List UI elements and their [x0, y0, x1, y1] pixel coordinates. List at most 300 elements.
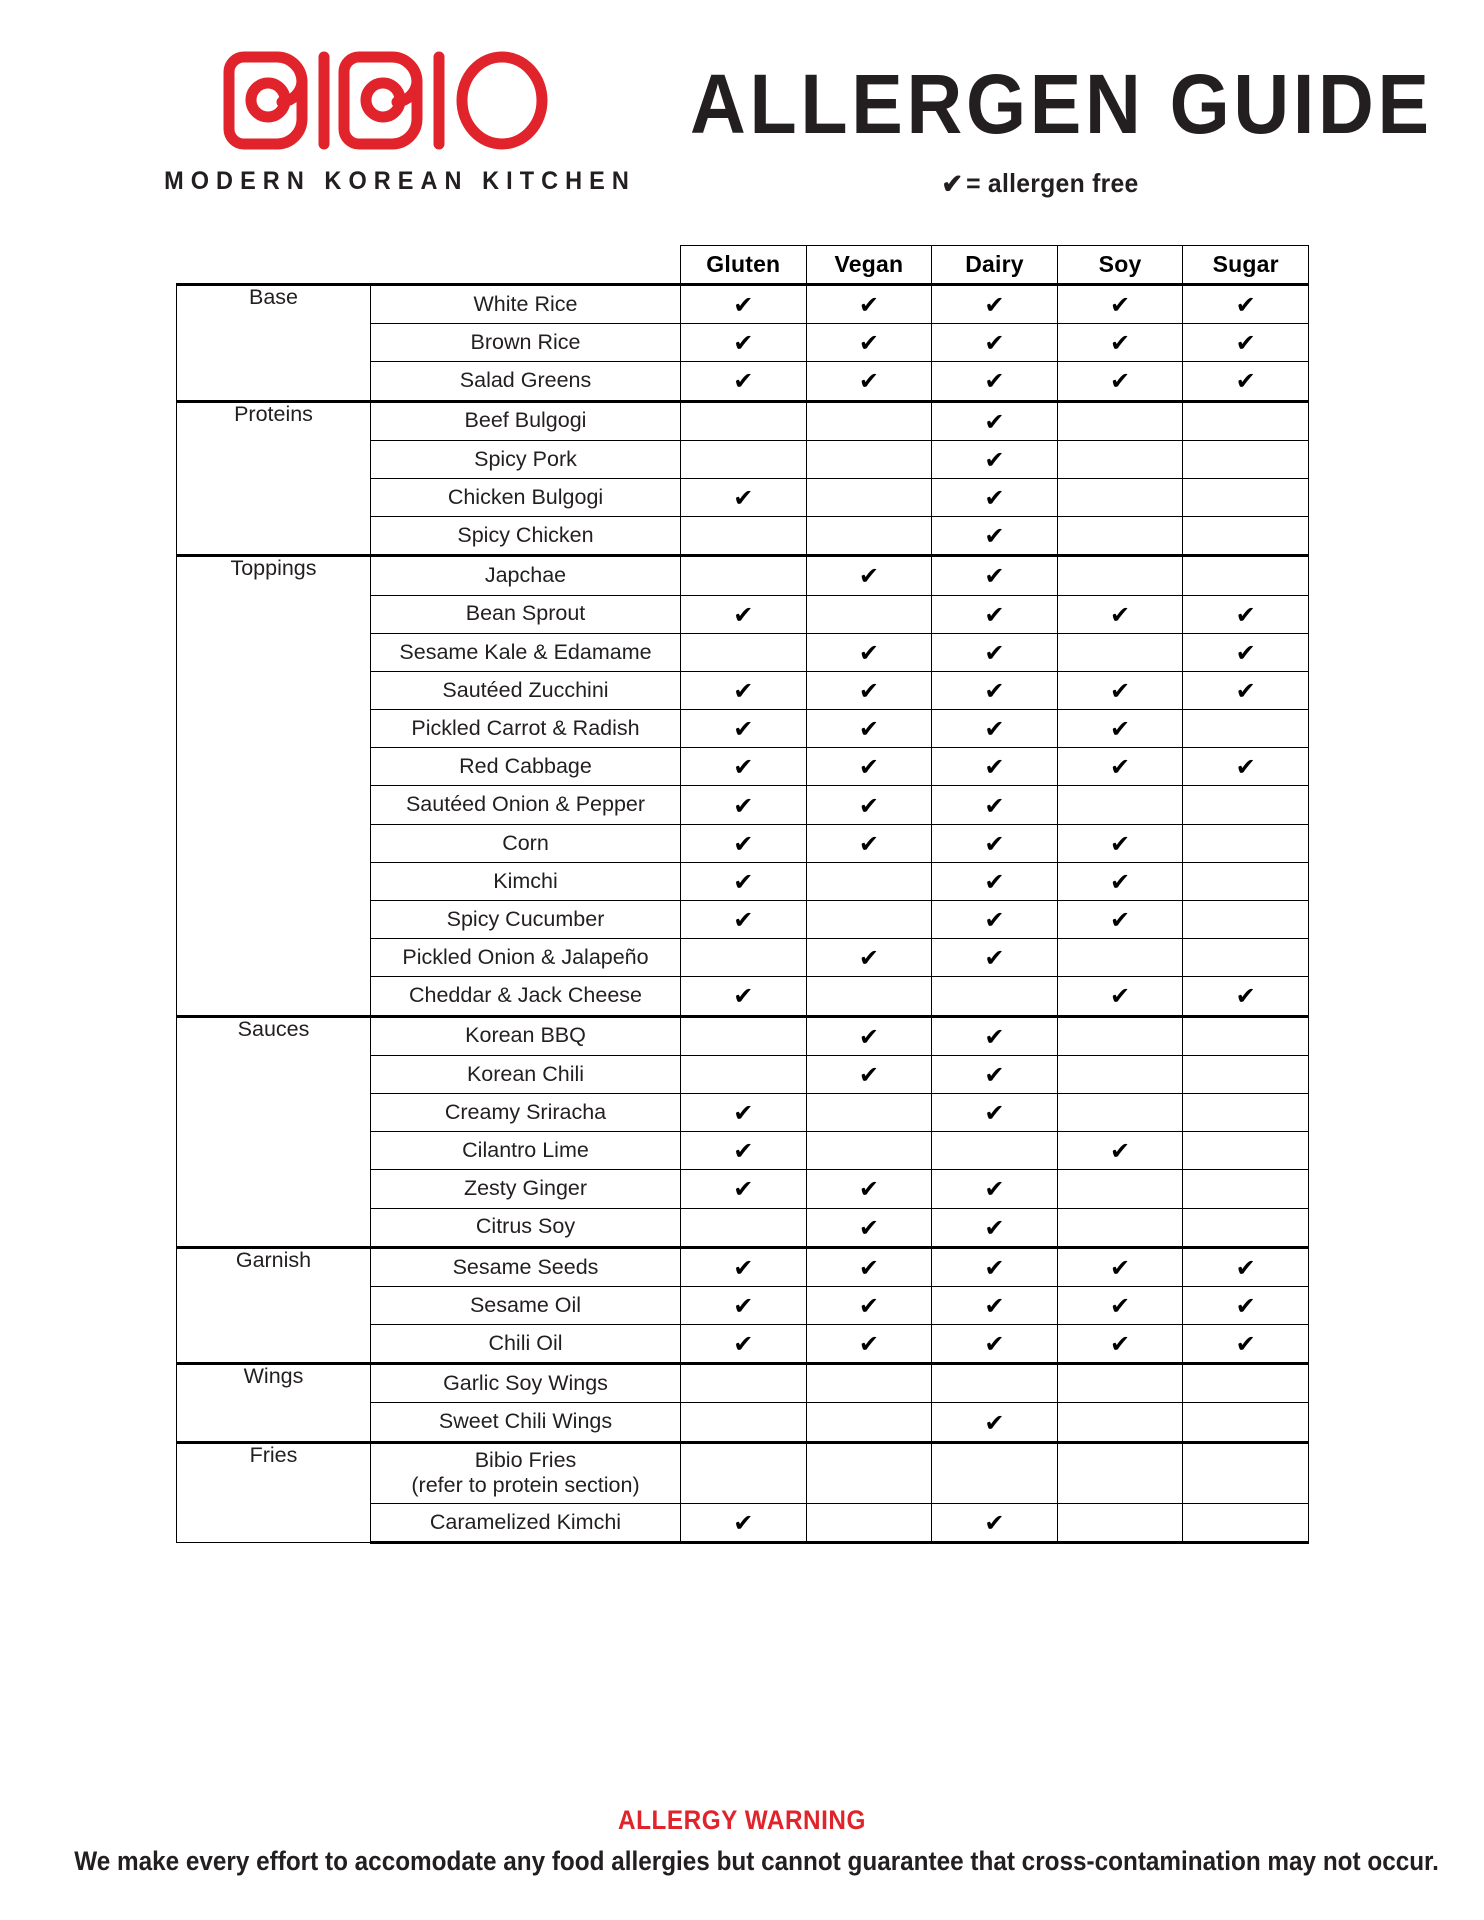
check-icon: ✔ — [984, 1099, 1005, 1128]
item-label-spicy-chicken: Spicy Chicken — [371, 517, 681, 556]
cell-spicy-pork-dairy — [932, 440, 1058, 478]
cell-pickled-onion-jalapeno-sugar — [1183, 939, 1309, 977]
cell-korean-bbq-soy — [1057, 1016, 1183, 1055]
cell-pickled-onion-jalapeno-gluten — [681, 939, 807, 977]
cell-sweet-chili-wings-vegan — [806, 1403, 932, 1442]
check-icon: ✔ — [984, 791, 1005, 820]
title-block — [690, 57, 1433, 200]
legend-check-icon: ✔ — [941, 169, 964, 199]
cell-pickled-onion-jalapeno-dairy — [932, 939, 1058, 977]
check-icon: ✔ — [858, 367, 879, 396]
cell-sesame-kale-edamame-dairy — [932, 633, 1058, 671]
check-icon: ✔ — [733, 1330, 754, 1359]
cell-sauteed-zucchini-dairy — [932, 671, 1058, 709]
check-icon: ✔ — [1235, 1291, 1256, 1320]
check-icon: ✔ — [1110, 1253, 1131, 1282]
cell-bean-sprout-sugar — [1183, 595, 1309, 633]
cell-spicy-pork-soy — [1057, 440, 1183, 478]
cell-garlic-soy-wings-gluten — [681, 1364, 807, 1403]
cell-japchae-sugar — [1183, 556, 1309, 595]
cell-kimchi-dairy — [932, 862, 1058, 900]
check-icon: ✔ — [858, 753, 879, 782]
cell-spicy-cucumber-gluten — [681, 901, 807, 939]
cell-spicy-pork-sugar — [1183, 440, 1309, 478]
check-icon: ✔ — [858, 676, 879, 705]
table-row — [177, 1364, 1309, 1403]
category-label-garnish: Garnish — [177, 1247, 371, 1364]
cell-chicken-bulgogi-dairy — [932, 478, 1058, 516]
cell-salad-greens-gluten — [681, 362, 807, 401]
item-label-korean-bbq: Korean BBQ — [371, 1016, 681, 1055]
column-header-dairy: Dairy — [932, 246, 1058, 285]
cell-korean-bbq-dairy — [932, 1016, 1058, 1055]
check-icon: ✔ — [733, 829, 754, 858]
cell-citrus-soy-soy — [1057, 1208, 1183, 1247]
cell-korean-chili-soy — [1057, 1055, 1183, 1093]
cell-pickled-onion-jalapeno-vegan — [806, 939, 932, 977]
check-icon: ✔ — [984, 906, 1005, 935]
check-icon: ✔ — [733, 1175, 754, 1204]
check-icon: ✔ — [858, 1022, 879, 1051]
check-icon: ✔ — [733, 291, 754, 320]
cell-sauteed-onion-pepper-vegan — [806, 786, 932, 824]
cell-spicy-chicken-dairy — [932, 517, 1058, 556]
category-label-proteins: Proteins — [177, 401, 371, 556]
cell-chicken-bulgogi-sugar — [1183, 478, 1309, 516]
cell-kimchi-gluten — [681, 862, 807, 900]
cell-korean-bbq-sugar — [1183, 1016, 1309, 1055]
cell-brown-rice-vegan — [806, 324, 932, 362]
cell-chicken-bulgogi-vegan — [806, 478, 932, 516]
check-icon: ✔ — [984, 1022, 1005, 1051]
check-icon: ✔ — [984, 600, 1005, 629]
cell-sesame-oil-sugar — [1183, 1286, 1309, 1324]
cell-cilantro-lime-sugar — [1183, 1132, 1309, 1170]
cell-red-cabbage-gluten — [681, 748, 807, 786]
cell-sauteed-onion-pepper-gluten — [681, 786, 807, 824]
cell-japchae-dairy — [932, 556, 1058, 595]
category-label-base: Base — [177, 285, 371, 402]
check-icon: ✔ — [1110, 1330, 1131, 1359]
cell-sesame-oil-vegan — [806, 1286, 932, 1324]
cell-japchae-soy — [1057, 556, 1183, 595]
legend — [708, 168, 1373, 200]
item-label-brown-rice: Brown Rice — [371, 324, 681, 362]
cell-chicken-bulgogi-gluten — [681, 478, 807, 516]
cell-bean-sprout-gluten — [681, 595, 807, 633]
header-spacer-item — [371, 246, 681, 285]
cell-sesame-oil-soy — [1057, 1286, 1183, 1324]
item-label-kimchi: Kimchi — [371, 862, 681, 900]
cell-sesame-seeds-dairy — [932, 1247, 1058, 1286]
check-icon: ✔ — [1235, 753, 1256, 782]
check-icon: ✔ — [1235, 329, 1256, 358]
cell-japchae-vegan — [806, 556, 932, 595]
cell-garlic-soy-wings-soy — [1057, 1364, 1183, 1403]
cell-citrus-soy-dairy — [932, 1208, 1058, 1247]
cell-chili-oil-gluten — [681, 1325, 807, 1364]
cell-white-rice-sugar — [1183, 285, 1309, 324]
cell-cheddar-jack-cheese-vegan — [806, 977, 932, 1016]
item-label-cheddar-jack-cheese: Cheddar & Jack Cheese — [371, 977, 681, 1016]
check-icon: ✔ — [1110, 329, 1131, 358]
cell-chili-oil-dairy — [932, 1325, 1058, 1364]
cell-red-cabbage-sugar — [1183, 748, 1309, 786]
cell-salad-greens-soy — [1057, 362, 1183, 401]
cell-kimchi-soy — [1057, 862, 1183, 900]
cell-sauteed-zucchini-sugar — [1183, 671, 1309, 709]
check-icon: ✔ — [984, 445, 1005, 474]
check-icon: ✔ — [858, 1175, 879, 1204]
table-row — [177, 285, 1309, 324]
cell-sesame-oil-gluten — [681, 1286, 807, 1324]
cell-kimchi-sugar — [1183, 862, 1309, 900]
check-icon: ✔ — [858, 715, 879, 744]
cell-red-cabbage-dairy — [932, 748, 1058, 786]
cell-citrus-soy-sugar — [1183, 1208, 1309, 1247]
cell-spicy-cucumber-sugar — [1183, 901, 1309, 939]
cell-bibio-fries-vegan — [806, 1442, 932, 1504]
cell-garlic-soy-wings-dairy — [932, 1364, 1058, 1403]
check-icon: ✔ — [1110, 291, 1131, 320]
cell-red-cabbage-vegan — [806, 748, 932, 786]
cell-korean-chili-vegan — [806, 1055, 932, 1093]
item-label-zesty-ginger: Zesty Ginger — [371, 1170, 681, 1208]
cell-corn-dairy — [932, 824, 1058, 862]
item-label-spicy-pork: Spicy Pork — [371, 440, 681, 478]
check-icon: ✔ — [1110, 367, 1131, 396]
cell-caramelized-kimchi-vegan — [806, 1504, 932, 1543]
check-icon: ✔ — [984, 367, 1005, 396]
cell-beef-bulgogi-dairy — [932, 401, 1058, 440]
check-icon: ✔ — [733, 1253, 754, 1282]
check-icon: ✔ — [1110, 600, 1131, 629]
check-icon: ✔ — [858, 1253, 879, 1282]
cell-sweet-chili-wings-sugar — [1183, 1403, 1309, 1442]
cell-chili-oil-vegan — [806, 1325, 932, 1364]
check-icon: ✔ — [733, 484, 754, 513]
check-icon: ✔ — [733, 1291, 754, 1320]
check-icon: ✔ — [984, 1213, 1005, 1242]
cell-creamy-sriracha-soy — [1057, 1093, 1183, 1131]
check-icon: ✔ — [984, 944, 1005, 973]
check-icon: ✔ — [858, 329, 879, 358]
cell-cheddar-jack-cheese-sugar — [1183, 977, 1309, 1016]
cell-caramelized-kimchi-sugar — [1183, 1504, 1309, 1543]
column-header-gluten: Gluten — [681, 246, 807, 285]
check-icon: ✔ — [733, 1509, 754, 1538]
check-icon: ✔ — [858, 291, 879, 320]
check-icon: ✔ — [1235, 638, 1256, 667]
cell-korean-bbq-gluten — [681, 1016, 807, 1055]
check-icon: ✔ — [733, 982, 754, 1011]
check-icon: ✔ — [984, 1291, 1005, 1320]
allergy-warning-text: We make every effort to accomodate any food allergies but cannot guarantee that cross-contamination may not occur. — [74, 1846, 1439, 1876]
table-body — [177, 285, 1309, 1543]
check-icon: ✔ — [858, 944, 879, 973]
item-label-creamy-sriracha: Creamy Sriracha — [371, 1093, 681, 1131]
item-label-salad-greens: Salad Greens — [371, 362, 681, 401]
item-label-sauteed-zucchini: Sautéed Zucchini — [371, 671, 681, 709]
cell-chili-oil-sugar — [1183, 1325, 1309, 1364]
check-icon: ✔ — [858, 562, 879, 591]
cell-caramelized-kimchi-gluten — [681, 1504, 807, 1543]
cell-beef-bulgogi-sugar — [1183, 401, 1309, 440]
cell-white-rice-dairy — [932, 285, 1058, 324]
item-label-spicy-cucumber: Spicy Cucumber — [371, 901, 681, 939]
table-row — [177, 401, 1309, 440]
cell-spicy-chicken-vegan — [806, 517, 932, 556]
cell-salad-greens-dairy — [932, 362, 1058, 401]
item-label-bean-sprout: Bean Sprout — [371, 595, 681, 633]
cell-bibio-fries-dairy — [932, 1442, 1058, 1504]
page-header — [0, 0, 1484, 240]
check-icon: ✔ — [858, 1291, 879, 1320]
check-icon: ✔ — [858, 829, 879, 858]
check-icon: ✔ — [1235, 291, 1256, 320]
check-icon: ✔ — [1235, 600, 1256, 629]
cell-zesty-ginger-sugar — [1183, 1170, 1309, 1208]
cell-sauteed-onion-pepper-sugar — [1183, 786, 1309, 824]
item-label-red-cabbage: Red Cabbage — [371, 748, 681, 786]
cell-brown-rice-gluten — [681, 324, 807, 362]
check-icon: ✔ — [984, 1253, 1005, 1282]
table-header — [177, 246, 1309, 285]
cell-corn-vegan — [806, 824, 932, 862]
cell-caramelized-kimchi-dairy — [932, 1504, 1058, 1543]
check-icon: ✔ — [984, 638, 1005, 667]
cell-sweet-chili-wings-soy — [1057, 1403, 1183, 1442]
cell-sauteed-zucchini-vegan — [806, 671, 932, 709]
check-icon: ✔ — [733, 753, 754, 782]
check-icon: ✔ — [1110, 982, 1131, 1011]
cell-pickled-carrot-radish-sugar — [1183, 710, 1309, 748]
cell-spicy-pork-vegan — [806, 440, 932, 478]
item-label-white-rice: White Rice — [371, 285, 681, 324]
cell-korean-chili-sugar — [1183, 1055, 1309, 1093]
cell-beef-bulgogi-gluten — [681, 401, 807, 440]
check-icon: ✔ — [1110, 829, 1131, 858]
cell-sauteed-zucchini-gluten — [681, 671, 807, 709]
check-icon: ✔ — [984, 1408, 1005, 1437]
cell-chili-oil-soy — [1057, 1325, 1183, 1364]
check-icon: ✔ — [858, 791, 879, 820]
cell-bean-sprout-dairy — [932, 595, 1058, 633]
cell-chicken-bulgogi-soy — [1057, 478, 1183, 516]
check-icon: ✔ — [1235, 1330, 1256, 1359]
bibio-logo-icon — [220, 48, 550, 153]
check-icon: ✔ — [858, 1330, 879, 1359]
check-icon: ✔ — [1110, 715, 1131, 744]
cell-pickled-carrot-radish-gluten — [681, 710, 807, 748]
allergy-warning-title: ALLERGY WARNING — [618, 1805, 866, 1835]
cell-creamy-sriracha-gluten — [681, 1093, 807, 1131]
cell-sesame-seeds-gluten — [681, 1247, 807, 1286]
cell-bibio-fries-soy — [1057, 1442, 1183, 1504]
brand-block — [150, 48, 636, 196]
cell-creamy-sriracha-dairy — [932, 1093, 1058, 1131]
cell-sauteed-onion-pepper-dairy — [932, 786, 1058, 824]
check-icon: ✔ — [733, 367, 754, 396]
check-icon: ✔ — [984, 522, 1005, 551]
cell-white-rice-gluten — [681, 285, 807, 324]
cell-cheddar-jack-cheese-dairy — [932, 977, 1058, 1016]
cell-creamy-sriracha-sugar — [1183, 1093, 1309, 1131]
cell-salad-greens-sugar — [1183, 362, 1309, 401]
cell-pickled-carrot-radish-soy — [1057, 710, 1183, 748]
cell-korean-bbq-vegan — [806, 1016, 932, 1055]
item-label-sweet-chili-wings: Sweet Chili Wings — [371, 1403, 681, 1442]
cell-zesty-ginger-vegan — [806, 1170, 932, 1208]
cell-spicy-chicken-sugar — [1183, 517, 1309, 556]
cell-korean-chili-gluten — [681, 1055, 807, 1093]
item-label-sesame-seeds: Sesame Seeds — [371, 1247, 681, 1286]
item-label-beef-bulgogi: Beef Bulgogi — [371, 401, 681, 440]
check-icon: ✔ — [733, 329, 754, 358]
table-header-row — [177, 246, 1309, 285]
cell-zesty-ginger-gluten — [681, 1170, 807, 1208]
column-header-sugar: Sugar — [1183, 246, 1309, 285]
check-icon: ✔ — [984, 562, 1005, 591]
item-label-cilantro-lime: Cilantro Lime — [371, 1132, 681, 1170]
cell-spicy-cucumber-dairy — [932, 901, 1058, 939]
cell-spicy-cucumber-soy — [1057, 901, 1183, 939]
check-icon: ✔ — [733, 906, 754, 935]
cell-pickled-carrot-radish-dairy — [932, 710, 1058, 748]
cell-cilantro-lime-dairy — [932, 1132, 1058, 1170]
item-label-pickled-carrot-radish: Pickled Carrot & Radish — [371, 710, 681, 748]
cell-bibio-fries-sugar — [1183, 1442, 1309, 1504]
footer — [0, 1805, 1484, 1877]
table-row — [177, 1016, 1309, 1055]
item-label-bibio-fries: Bibio Fries (refer to protein section) — [371, 1442, 681, 1504]
check-icon: ✔ — [1110, 676, 1131, 705]
cell-garlic-soy-wings-vegan — [806, 1364, 932, 1403]
item-label-japchae: Japchae — [371, 556, 681, 595]
cell-bean-sprout-vegan — [806, 595, 932, 633]
check-icon: ✔ — [984, 329, 1005, 358]
check-icon: ✔ — [733, 791, 754, 820]
check-icon: ✔ — [984, 753, 1005, 782]
category-label-sauces: Sauces — [177, 1016, 371, 1247]
table-row — [177, 1247, 1309, 1286]
check-icon: ✔ — [984, 829, 1005, 858]
check-icon: ✔ — [984, 715, 1005, 744]
cell-spicy-chicken-soy — [1057, 517, 1183, 556]
cell-corn-sugar — [1183, 824, 1309, 862]
item-label-korean-chili: Korean Chili — [371, 1055, 681, 1093]
item-label-sesame-oil: Sesame Oil — [371, 1286, 681, 1324]
cell-garlic-soy-wings-sugar — [1183, 1364, 1309, 1403]
category-label-fries: Fries — [177, 1442, 371, 1543]
page-title: ALLERGEN GUIDE — [690, 57, 1433, 151]
cell-spicy-chicken-gluten — [681, 517, 807, 556]
cell-spicy-cucumber-vegan — [806, 901, 932, 939]
cell-cilantro-lime-gluten — [681, 1132, 807, 1170]
check-icon: ✔ — [984, 291, 1005, 320]
cell-sesame-seeds-sugar — [1183, 1247, 1309, 1286]
cell-creamy-sriracha-vegan — [806, 1093, 932, 1131]
brand-tagline: MODERN KOREAN KITCHEN — [164, 167, 636, 195]
cell-kimchi-vegan — [806, 862, 932, 900]
check-icon: ✔ — [858, 638, 879, 667]
check-icon: ✔ — [984, 867, 1005, 896]
cell-pickled-carrot-radish-vegan — [806, 710, 932, 748]
check-icon: ✔ — [1110, 1291, 1131, 1320]
cell-white-rice-vegan — [806, 285, 932, 324]
header-spacer-category — [177, 246, 371, 285]
cell-sesame-seeds-vegan — [806, 1247, 932, 1286]
item-label-chicken-bulgogi: Chicken Bulgogi — [371, 478, 681, 516]
cell-caramelized-kimchi-soy — [1057, 1504, 1183, 1543]
cell-corn-soy — [1057, 824, 1183, 862]
cell-sesame-kale-edamame-sugar — [1183, 633, 1309, 671]
check-icon: ✔ — [858, 1060, 879, 1089]
check-icon: ✔ — [1235, 982, 1256, 1011]
legend-label: = allergen free — [966, 168, 1139, 198]
cell-sesame-kale-edamame-gluten — [681, 633, 807, 671]
check-icon: ✔ — [984, 1330, 1005, 1359]
check-icon: ✔ — [858, 1213, 879, 1242]
check-icon: ✔ — [984, 407, 1005, 436]
category-label-toppings: Toppings — [177, 556, 371, 1016]
item-label-citrus-soy: Citrus Soy — [371, 1208, 681, 1247]
cell-beef-bulgogi-soy — [1057, 401, 1183, 440]
check-icon: ✔ — [984, 676, 1005, 705]
cell-spicy-pork-gluten — [681, 440, 807, 478]
cell-sesame-seeds-soy — [1057, 1247, 1183, 1286]
check-icon: ✔ — [984, 1509, 1005, 1538]
cell-sweet-chili-wings-gluten — [681, 1403, 807, 1442]
cell-beef-bulgogi-vegan — [806, 401, 932, 440]
cell-japchae-gluten — [681, 556, 807, 595]
cell-cheddar-jack-cheese-soy — [1057, 977, 1183, 1016]
check-icon: ✔ — [984, 1175, 1005, 1204]
item-label-garlic-soy-wings: Garlic Soy Wings — [371, 1364, 681, 1403]
check-icon: ✔ — [1110, 906, 1131, 935]
check-icon: ✔ — [1235, 676, 1256, 705]
check-icon: ✔ — [1110, 867, 1131, 896]
allergen-table — [176, 245, 1309, 1544]
table-row — [177, 1442, 1309, 1504]
check-icon: ✔ — [733, 715, 754, 744]
cell-salad-greens-vegan — [806, 362, 932, 401]
cell-white-rice-soy — [1057, 285, 1183, 324]
cell-citrus-soy-vegan — [806, 1208, 932, 1247]
check-icon: ✔ — [733, 600, 754, 629]
allergen-table-container — [176, 245, 1308, 1544]
cell-corn-gluten — [681, 824, 807, 862]
cell-korean-chili-dairy — [932, 1055, 1058, 1093]
check-icon: ✔ — [733, 867, 754, 896]
cell-brown-rice-dairy — [932, 324, 1058, 362]
item-label-chili-oil: Chili Oil — [371, 1325, 681, 1364]
check-icon: ✔ — [1235, 1253, 1256, 1282]
item-label-sauteed-onion-pepper: Sautéed Onion & Pepper — [371, 786, 681, 824]
check-icon: ✔ — [1110, 753, 1131, 782]
cell-citrus-soy-gluten — [681, 1208, 807, 1247]
cell-brown-rice-soy — [1057, 324, 1183, 362]
cell-pickled-onion-jalapeno-soy — [1057, 939, 1183, 977]
cell-sesame-kale-edamame-vegan — [806, 633, 932, 671]
cell-bean-sprout-soy — [1057, 595, 1183, 633]
cell-brown-rice-sugar — [1183, 324, 1309, 362]
item-label-pickled-onion-jalapeno: Pickled Onion & Jalapeño — [371, 939, 681, 977]
cell-bibio-fries-gluten — [681, 1442, 807, 1504]
item-label-corn: Corn — [371, 824, 681, 862]
cell-sweet-chili-wings-dairy — [932, 1403, 1058, 1442]
check-icon: ✔ — [984, 484, 1005, 513]
